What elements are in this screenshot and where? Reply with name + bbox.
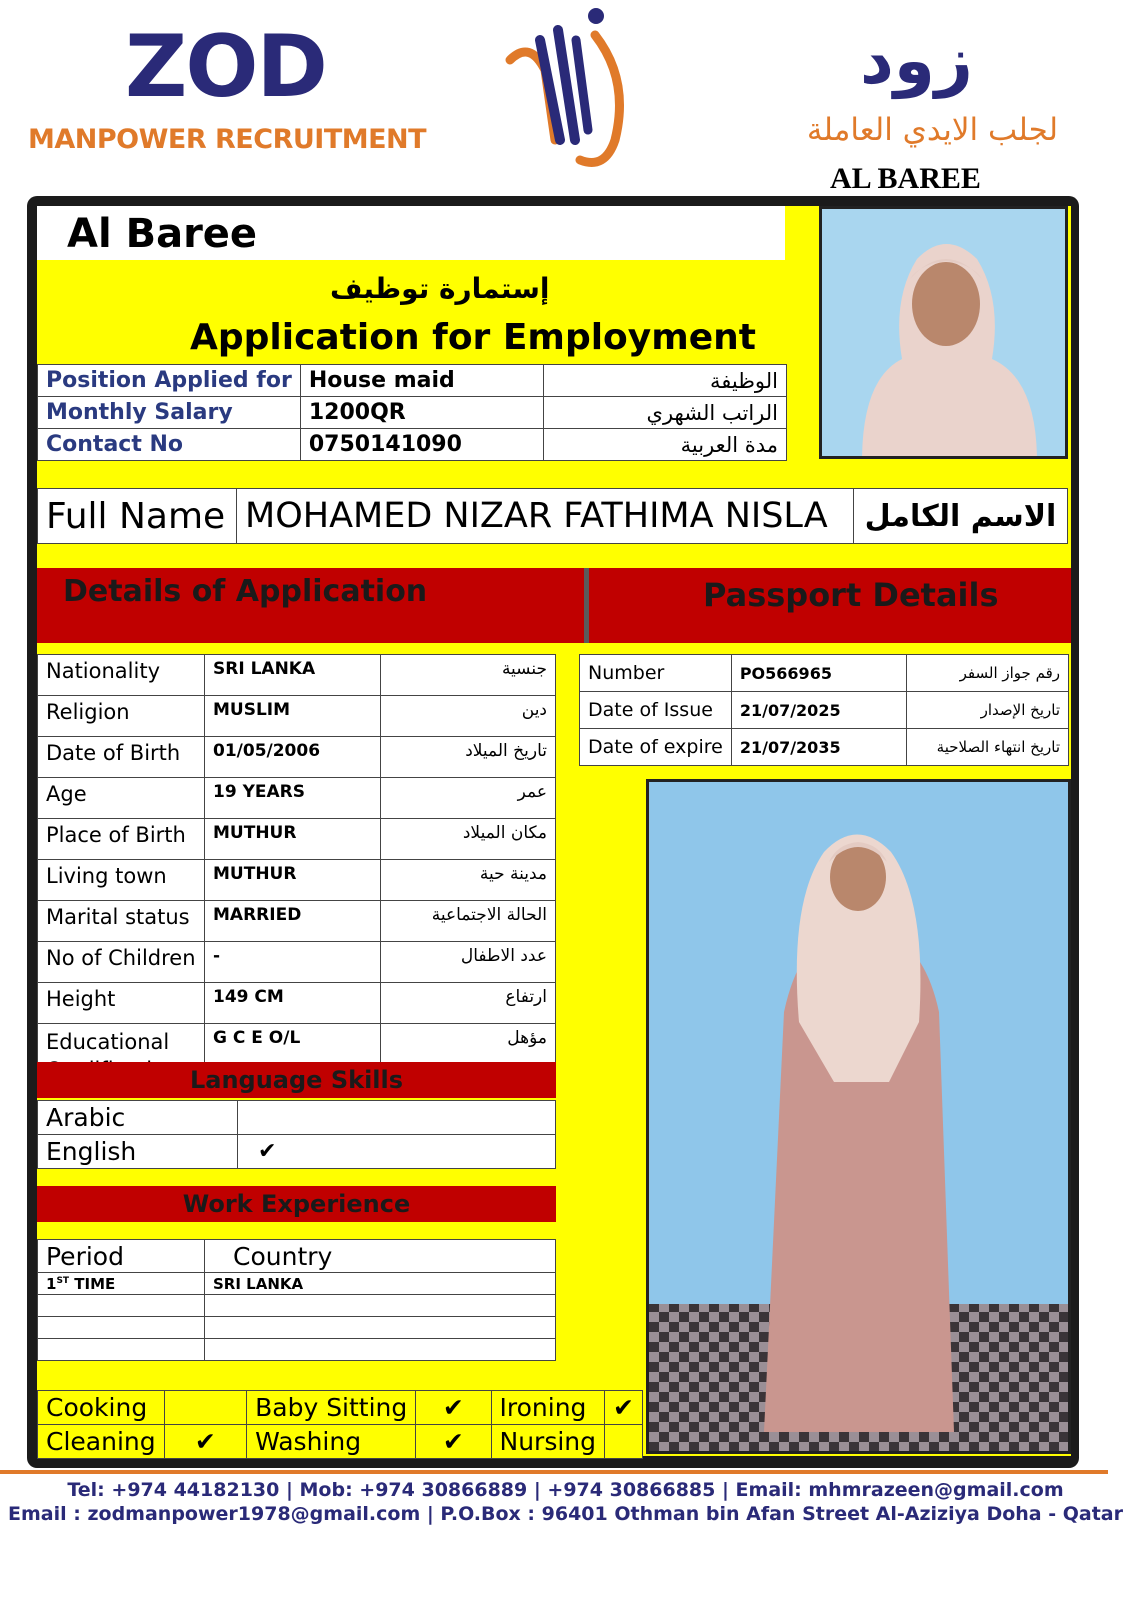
contact-value: 0750141090 <box>300 429 543 461</box>
detail-label-arabic: عمر <box>381 778 556 819</box>
checkmark-icon: ✔ <box>416 1425 491 1459</box>
checkmark-icon: ✔ <box>238 1135 556 1169</box>
detail-label-arabic: تاريخ الميلاد <box>381 737 556 778</box>
brand-logo-arabic: زود <box>860 22 973 99</box>
brand-logo-text: ZOD <box>125 17 326 117</box>
passport-value: 21/07/2025 <box>731 692 906 729</box>
agency-title: Al Baree <box>67 211 258 257</box>
detail-value: 149 CM <box>205 983 381 1024</box>
detail-value: G C E O/L <box>205 1024 381 1086</box>
detail-label: Living town <box>38 860 205 901</box>
form-title: Application for Employment <box>190 317 757 358</box>
footer-address: Email : zodmanpower1978@gmail.com | P.O.Box : 96401 Othman bin Afan Street Al-Aziziya Doha - Qatar <box>8 1503 1123 1525</box>
form-title-arabic: إستمارة توظيف <box>330 272 550 305</box>
detail-label-arabic: ارتفاع <box>381 983 556 1024</box>
work-period <box>38 1295 205 1317</box>
detail-label: Educational <box>38 1024 205 1086</box>
salary-value: 1200QR <box>300 397 543 429</box>
brand-logo-icon <box>500 0 640 180</box>
work-country: SRI LANKA <box>205 1273 556 1295</box>
passport-label: Date of Issue <box>580 692 732 729</box>
work-period <box>38 1339 205 1361</box>
section-divider <box>584 568 589 643</box>
salary-label-arabic: الراتب الشهري <box>543 397 786 429</box>
detail-label-arabic: عدد الاطفال <box>381 942 556 983</box>
contact-label: Contact No <box>38 429 301 461</box>
skill-name: Washing <box>247 1425 416 1459</box>
detail-label-arabic: مؤهل <box>381 1024 556 1086</box>
detail-label: Height <box>38 983 205 1024</box>
passport-label-arabic: تاريخ انتهاء الصلاحية <box>906 729 1068 766</box>
work-country <box>205 1317 556 1339</box>
skill-name: Cooking <box>38 1391 165 1425</box>
portrait-photo <box>819 206 1068 459</box>
skill-name: Cleaning <box>38 1425 165 1459</box>
detail-value: MUTHUR <box>205 860 381 901</box>
detail-value: MARRIED <box>205 901 381 942</box>
passport-value: PO566965 <box>731 655 906 692</box>
work-country <box>205 1295 556 1317</box>
fullname-table <box>37 488 1068 544</box>
skill-name: Baby Sitting <box>247 1391 416 1425</box>
checkmark-icon <box>238 1101 556 1135</box>
detail-label: Marital status <box>38 901 205 942</box>
detail-value: MUSLIM <box>205 696 381 737</box>
work-heading: Work Experience <box>37 1186 556 1222</box>
fullname-label: Full Name <box>38 489 237 544</box>
language-heading: Language Skills <box>37 1062 556 1098</box>
work-period <box>38 1317 205 1339</box>
detail-label: Date of Birth <box>38 737 205 778</box>
passport-label: Date of expire <box>580 729 732 766</box>
passport-label-arabic: رقم جواز السفر <box>906 655 1068 692</box>
detail-label-arabic: الحالة الاجتماعية <box>381 901 556 942</box>
passport-label: Number <box>580 655 732 692</box>
passport-value: 21/07/2035 <box>731 729 906 766</box>
detail-value: - <box>205 942 381 983</box>
passport-heading: Passport Details <box>703 576 999 614</box>
detail-value: MUTHUR <box>205 819 381 860</box>
language-table <box>37 1100 556 1169</box>
work-country <box>205 1339 556 1361</box>
detail-label: No of Children <box>38 942 205 983</box>
full-length-photo <box>646 779 1071 1454</box>
position-value: House maid <box>300 365 543 397</box>
detail-label: Religion <box>38 696 205 737</box>
position-table <box>37 364 787 461</box>
checkmark-icon: ✔ <box>164 1425 247 1459</box>
detail-label-arabic: مكان الميلاد <box>381 819 556 860</box>
work-table <box>37 1239 556 1361</box>
details-table <box>37 654 556 1086</box>
skill-name: Ironing <box>491 1391 605 1425</box>
language-name: Arabic <box>38 1101 238 1135</box>
checkmark-icon: ✔ <box>416 1391 491 1425</box>
detail-value: SRI LANKA <box>205 655 381 696</box>
checkmark-icon <box>164 1391 247 1425</box>
detail-value: 19 YEARS <box>205 778 381 819</box>
footer-contact: Tel: +974 44182130 | Mob: +974 30866889 | +974 30866885 | Email: mhmrazeen@gmail.com <box>67 1479 1064 1501</box>
detail-label-arabic: مدينة حية <box>381 860 556 901</box>
brand-albaree: AL BAREE <box>830 162 981 195</box>
language-name: English <box>38 1135 238 1169</box>
work-col-country: Country <box>205 1240 556 1273</box>
detail-value: 01/05/2006 <box>205 737 381 778</box>
brand-subtitle-arabic: لجلب الايدي العاملة <box>806 112 1059 148</box>
detail-label: Age <box>38 778 205 819</box>
passport-label-arabic: تاريخ الإصدار <box>906 692 1068 729</box>
passport-table <box>579 654 1069 766</box>
detail-label-arabic: جنسية <box>381 655 556 696</box>
fullname-value: MOHAMED NIZAR FATHIMA NISLA <box>237 489 854 544</box>
position-label: Position Applied for <box>38 365 301 397</box>
checkmark-icon <box>605 1425 643 1459</box>
brand-subtitle: MANPOWER RECRUITMENT <box>28 124 427 155</box>
contact-label-arabic: مدة العربية <box>543 429 786 461</box>
work-period: 1ST TIME <box>38 1273 205 1295</box>
details-heading: Details of Application <box>63 574 428 609</box>
skills-table <box>37 1390 643 1459</box>
skill-name: Nursing <box>491 1425 605 1459</box>
fullname-label-arabic: الاسم الكامل <box>854 489 1068 544</box>
detail-label: Place of Birth <box>38 819 205 860</box>
detail-label-arabic: دين <box>381 696 556 737</box>
position-label-arabic: الوظيفة <box>543 365 786 397</box>
work-col-period: Period <box>38 1240 205 1273</box>
detail-label: Nationality <box>38 655 205 696</box>
salary-label: Monthly Salary <box>38 397 301 429</box>
checkmark-icon: ✔ <box>605 1391 643 1425</box>
footer-divider <box>0 1470 1108 1474</box>
